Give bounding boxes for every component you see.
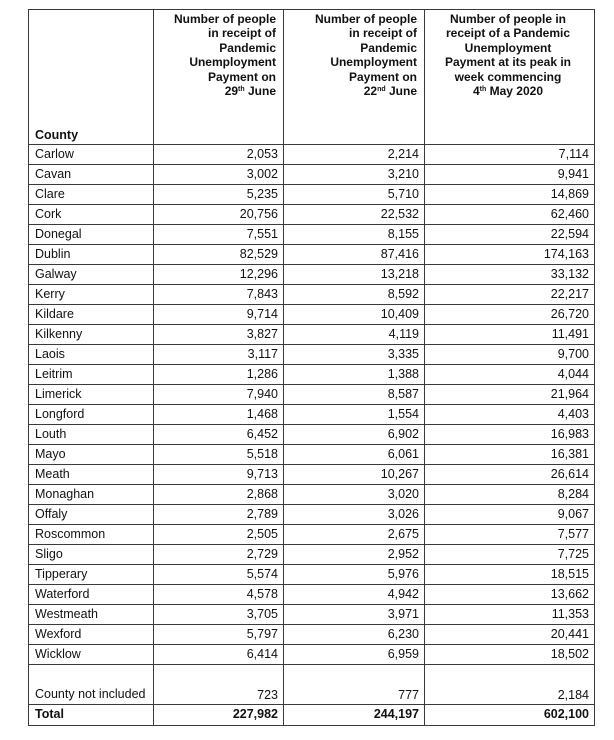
- county-cell: Monaghan: [29, 485, 154, 505]
- jun22-cell: 8,587: [284, 385, 425, 405]
- table-row: [29, 165, 595, 185]
- peak-cell: 62,460: [425, 205, 595, 225]
- jun22-cell: 3,026: [284, 505, 425, 525]
- header-date-line: [158, 84, 276, 98]
- header-line: receipt of a Pandemic: [445, 26, 571, 41]
- peak-cell: 26,720: [425, 305, 595, 325]
- jun29-cell: 7,940: [154, 385, 284, 405]
- jun22-cell: 1,388: [284, 365, 425, 385]
- peak-cell: 20,441: [425, 625, 595, 645]
- county-cell: Total: [29, 705, 154, 726]
- jun29-cell: 2,729: [154, 545, 284, 565]
- jun22-cell: 6,061: [284, 445, 425, 465]
- jun29-cell: 9,713: [154, 465, 284, 485]
- jun22-cell: 3,020: [284, 485, 425, 505]
- county-cell: Wexford: [29, 625, 154, 645]
- table-row: [29, 525, 595, 545]
- county-column-header: County: [29, 10, 154, 145]
- jun22-cell: 4,942: [284, 585, 425, 605]
- peak-cell: 33,132: [425, 265, 595, 285]
- jun29-cell: 2,053: [154, 145, 284, 165]
- table-row: [29, 605, 595, 625]
- jun22-cell: 10,267: [284, 465, 425, 485]
- jun22-cell: 4,119: [284, 325, 425, 345]
- jun22-cell: 6,902: [284, 425, 425, 445]
- peak-cell: 18,515: [425, 565, 595, 585]
- table-row: [29, 625, 595, 645]
- peak-cell: 18,502: [425, 645, 595, 665]
- peak-cell: 11,491: [425, 325, 595, 345]
- table-row: [29, 565, 595, 585]
- county-cell: Longford: [29, 405, 154, 425]
- jun29-cell: 2,789: [154, 505, 284, 525]
- jun29-column-header: [154, 10, 284, 145]
- jun22-cell: 87,416: [284, 245, 425, 265]
- peak-cell: 11,353: [425, 605, 595, 625]
- table-row: [29, 545, 595, 565]
- peak-cell: 13,662: [425, 585, 595, 605]
- header-date-ordinal: th: [238, 85, 245, 93]
- jun22-cell: 22,532: [284, 205, 425, 225]
- peak-cell: 16,381: [425, 445, 595, 465]
- header-line: Payment on: [207, 69, 276, 84]
- jun22-cell: 6,959: [284, 645, 425, 665]
- header-line: Pandemic: [219, 40, 276, 55]
- table-body: [29, 145, 595, 726]
- peak-column-header: [425, 10, 595, 145]
- header-date-month: June: [244, 83, 276, 98]
- jun29-cell: 6,452: [154, 425, 284, 445]
- header-date-day: 22: [363, 83, 378, 98]
- peak-cell: 602,100: [425, 705, 595, 726]
- table-row: [29, 445, 595, 465]
- jun29-cell: 3,705: [154, 605, 284, 625]
- county-cell: Louth: [29, 425, 154, 445]
- jun29-cell: 4,578: [154, 585, 284, 605]
- table-row: [29, 465, 595, 485]
- peak-cell: 7,577: [425, 525, 595, 545]
- county-cell: Roscommon: [29, 525, 154, 545]
- jun29-cell: 82,529: [154, 245, 284, 265]
- header-date-line: [288, 84, 417, 98]
- jun29-cell: 2,505: [154, 525, 284, 545]
- header-date-month: May 2020: [486, 83, 543, 98]
- header-line: Unemployment: [189, 55, 276, 70]
- table-row: [29, 265, 595, 285]
- table-row: [29, 205, 595, 225]
- jun29-cell: 6,414: [154, 645, 284, 665]
- table-row: [29, 325, 595, 345]
- county-cell: Meath: [29, 465, 154, 485]
- jun29-cell: 1,468: [154, 405, 284, 425]
- table-header: [29, 10, 595, 145]
- county-cell: Donegal: [29, 225, 154, 245]
- header-date-day: 4: [472, 83, 480, 98]
- table-row: [29, 285, 595, 305]
- jun29-cell: 5,235: [154, 185, 284, 205]
- jun22-cell: 5,710: [284, 185, 425, 205]
- county-cell: Cavan: [29, 165, 154, 185]
- jun29-cell: 227,982: [154, 705, 284, 726]
- peak-cell: 7,114: [425, 145, 595, 165]
- jun29-cell: 9,714: [154, 305, 284, 325]
- header-line: Number of people: [314, 12, 417, 26]
- peak-cell: 9,941: [425, 165, 595, 185]
- jun29-cell: 723: [154, 665, 284, 705]
- jun22-cell: 8,592: [284, 285, 425, 305]
- table-row: [29, 645, 595, 665]
- peak-cell: 21,964: [425, 385, 595, 405]
- table-row: [29, 365, 595, 385]
- peak-cell: 14,869: [425, 185, 595, 205]
- table-row: [29, 485, 595, 505]
- county-cell: Galway: [29, 265, 154, 285]
- county-cell: County not included: [29, 665, 154, 705]
- table-row: [29, 405, 595, 425]
- jun29-cell: 5,574: [154, 565, 284, 585]
- header-date-line: [429, 84, 587, 98]
- jun22-cell: 244,197: [284, 705, 425, 726]
- jun22-cell: 2,952: [284, 545, 425, 565]
- peak-cell: 9,700: [425, 345, 595, 365]
- jun22-cell: 2,214: [284, 145, 425, 165]
- table-row: [29, 585, 595, 605]
- table-row: [29, 245, 595, 265]
- county-cell: Sligo: [29, 545, 154, 565]
- peak-cell: 9,067: [425, 505, 595, 525]
- jun29-cell: 5,518: [154, 445, 284, 465]
- peak-cell: 4,403: [425, 405, 595, 425]
- header-date-ordinal: nd: [377, 85, 386, 93]
- county-cell: Offaly: [29, 505, 154, 525]
- jun29-cell: 7,551: [154, 225, 284, 245]
- county-cell: Kerry: [29, 285, 154, 305]
- jun29-cell: 12,296: [154, 265, 284, 285]
- jun29-cell: 5,797: [154, 625, 284, 645]
- county-cell: Dublin: [29, 245, 154, 265]
- header-line: Payment at its peak in: [444, 55, 572, 70]
- header-line: Pandemic: [360, 40, 417, 55]
- jun22-cell: 6,230: [284, 625, 425, 645]
- header-date-month: June: [385, 83, 417, 98]
- header-date-day: 29: [224, 83, 239, 98]
- county-cell: Westmeath: [29, 605, 154, 625]
- county-cell: Mayo: [29, 445, 154, 465]
- jun22-cell: 2,675: [284, 525, 425, 545]
- jun29-cell: 2,868: [154, 485, 284, 505]
- jun22-cell: 5,976: [284, 565, 425, 585]
- county-cell: Clare: [29, 185, 154, 205]
- jun29-cell: 7,843: [154, 285, 284, 305]
- county-cell: Laois: [29, 345, 154, 365]
- table-row: [29, 505, 595, 525]
- jun29-cell: 3,117: [154, 345, 284, 365]
- county-cell: Carlow: [29, 145, 154, 165]
- table-row: [29, 305, 595, 325]
- jun29-cell: 1,286: [154, 365, 284, 385]
- header-row: [29, 10, 595, 145]
- header-line: in receipt of: [348, 26, 417, 41]
- peak-cell: 7,725: [425, 545, 595, 565]
- header-line: Unemployment: [330, 55, 417, 70]
- table-row: [29, 425, 595, 445]
- table-row: [29, 385, 595, 405]
- peak-cell: 22,217: [425, 285, 595, 305]
- peak-cell: 2,184: [425, 665, 595, 705]
- total-row: [29, 705, 595, 726]
- header-line: Payment on: [348, 69, 417, 84]
- table-row: [29, 185, 595, 205]
- jun29-cell: 20,756: [154, 205, 284, 225]
- table-row: [29, 225, 595, 245]
- county-cell: Wicklow: [29, 645, 154, 665]
- peak-cell: 22,594: [425, 225, 595, 245]
- peak-cell: 174,163: [425, 245, 595, 265]
- pua-county-table: [28, 9, 595, 726]
- county-cell: Kildare: [29, 305, 154, 325]
- county-cell: Leitrim: [29, 365, 154, 385]
- jun22-cell: 3,971: [284, 605, 425, 625]
- jun22-cell: 3,335: [284, 345, 425, 365]
- county-cell: Cork: [29, 205, 154, 225]
- table-row: [29, 665, 595, 705]
- jun22-column-header: [284, 10, 425, 145]
- county-cell: Tipperary: [29, 565, 154, 585]
- county-cell: Waterford: [29, 585, 154, 605]
- header-line: week commencing: [454, 69, 562, 84]
- table-row: [29, 145, 595, 165]
- jun22-cell: 13,218: [284, 265, 425, 285]
- jun22-cell: 8,155: [284, 225, 425, 245]
- jun22-cell: 10,409: [284, 305, 425, 325]
- peak-cell: 16,983: [425, 425, 595, 445]
- header-line: Unemployment: [464, 40, 552, 55]
- header-line: Number of people in: [449, 12, 566, 26]
- jun22-cell: 1,554: [284, 405, 425, 425]
- header-line: in receipt of: [207, 26, 276, 41]
- header-date-ordinal: th: [479, 85, 487, 93]
- jun22-cell: 3,210: [284, 165, 425, 185]
- header-line: Number of people: [173, 12, 276, 26]
- pua-county-table-container: [28, 9, 594, 726]
- table-row: [29, 345, 595, 365]
- jun29-cell: 3,002: [154, 165, 284, 185]
- jun22-cell: 777: [284, 665, 425, 705]
- county-cell: Limerick: [29, 385, 154, 405]
- peak-cell: 26,614: [425, 465, 595, 485]
- peak-cell: 4,044: [425, 365, 595, 385]
- jun29-cell: 3,827: [154, 325, 284, 345]
- county-cell: Kilkenny: [29, 325, 154, 345]
- peak-cell: 8,284: [425, 485, 595, 505]
